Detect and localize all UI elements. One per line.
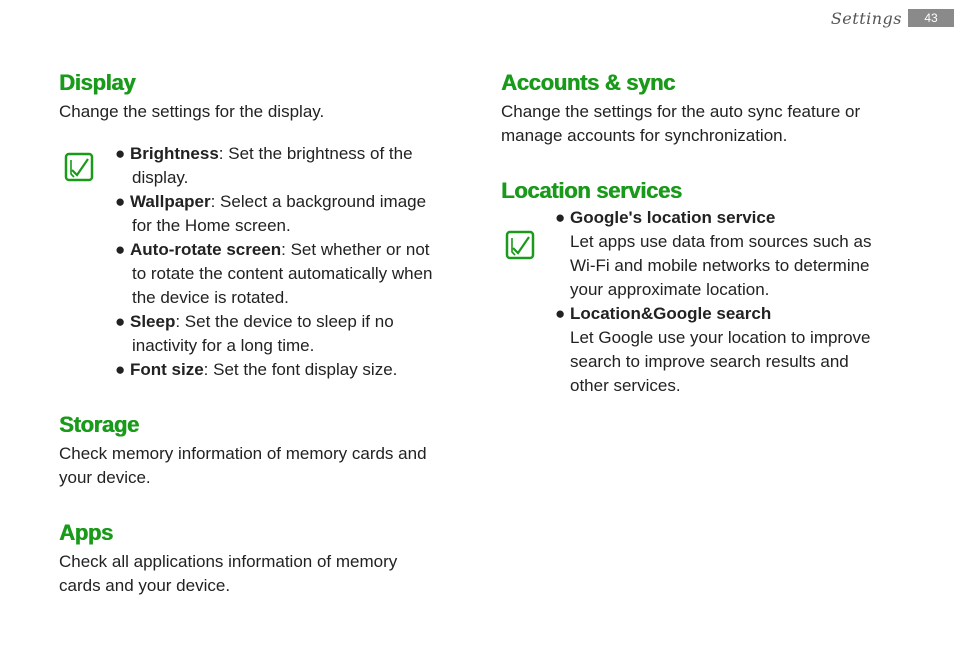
bullet-font-size: ● Font size: Set the font display size. — [115, 360, 398, 379]
accounts-sync-description: Change the settings for the auto sync feature or manage accounts for synchronization. — [501, 102, 861, 145]
page-number: 43 — [908, 9, 954, 27]
bullet-sleep: ● Sleep: Set the device to sleep if no inactivity for a long time. — [115, 312, 394, 355]
display-options — [59, 142, 459, 382]
display-description: Change the settings for the display. — [59, 102, 325, 121]
apps-heading: Apps — [59, 520, 113, 545]
location-options — [501, 206, 901, 398]
right-column — [501, 70, 901, 398]
bullet-google-location-service: ● Google's location service Let apps use data from sources such as Wi-Fi and mobile networks to determine your approximate location. — [555, 208, 872, 299]
apps-description: Check all applications information of memory cards and your device. — [59, 552, 398, 595]
display-bullet-list — [115, 142, 459, 382]
location-bullet-list — [555, 206, 901, 398]
note-pencil-icon — [505, 230, 535, 260]
storage-heading: Storage — [59, 412, 139, 437]
storage-description: Check memory information of memory cards and your device. — [59, 444, 427, 487]
accounts-sync-heading: Accounts & sync — [501, 70, 675, 95]
display-heading: Display — [59, 70, 136, 95]
location-services-heading: Location services — [501, 178, 682, 203]
left-column — [59, 70, 459, 598]
note-pencil-icon — [64, 152, 94, 182]
section-title: Settings — [830, 9, 902, 28]
bullet-auto-rotate: ● Auto-rotate screen: Set whether or not to rotate the content automatically when the device is rotated. — [115, 240, 433, 307]
bullet-brightness: ● Brightness: Set the brightness of the display. — [115, 144, 413, 187]
bullet-wallpaper: ● Wallpaper: Select a background image for the Home screen. — [115, 192, 427, 235]
bullet-location-google-search: ● Location&Google search Let Google use your location to improve search to improve search results and other services. — [555, 304, 871, 395]
